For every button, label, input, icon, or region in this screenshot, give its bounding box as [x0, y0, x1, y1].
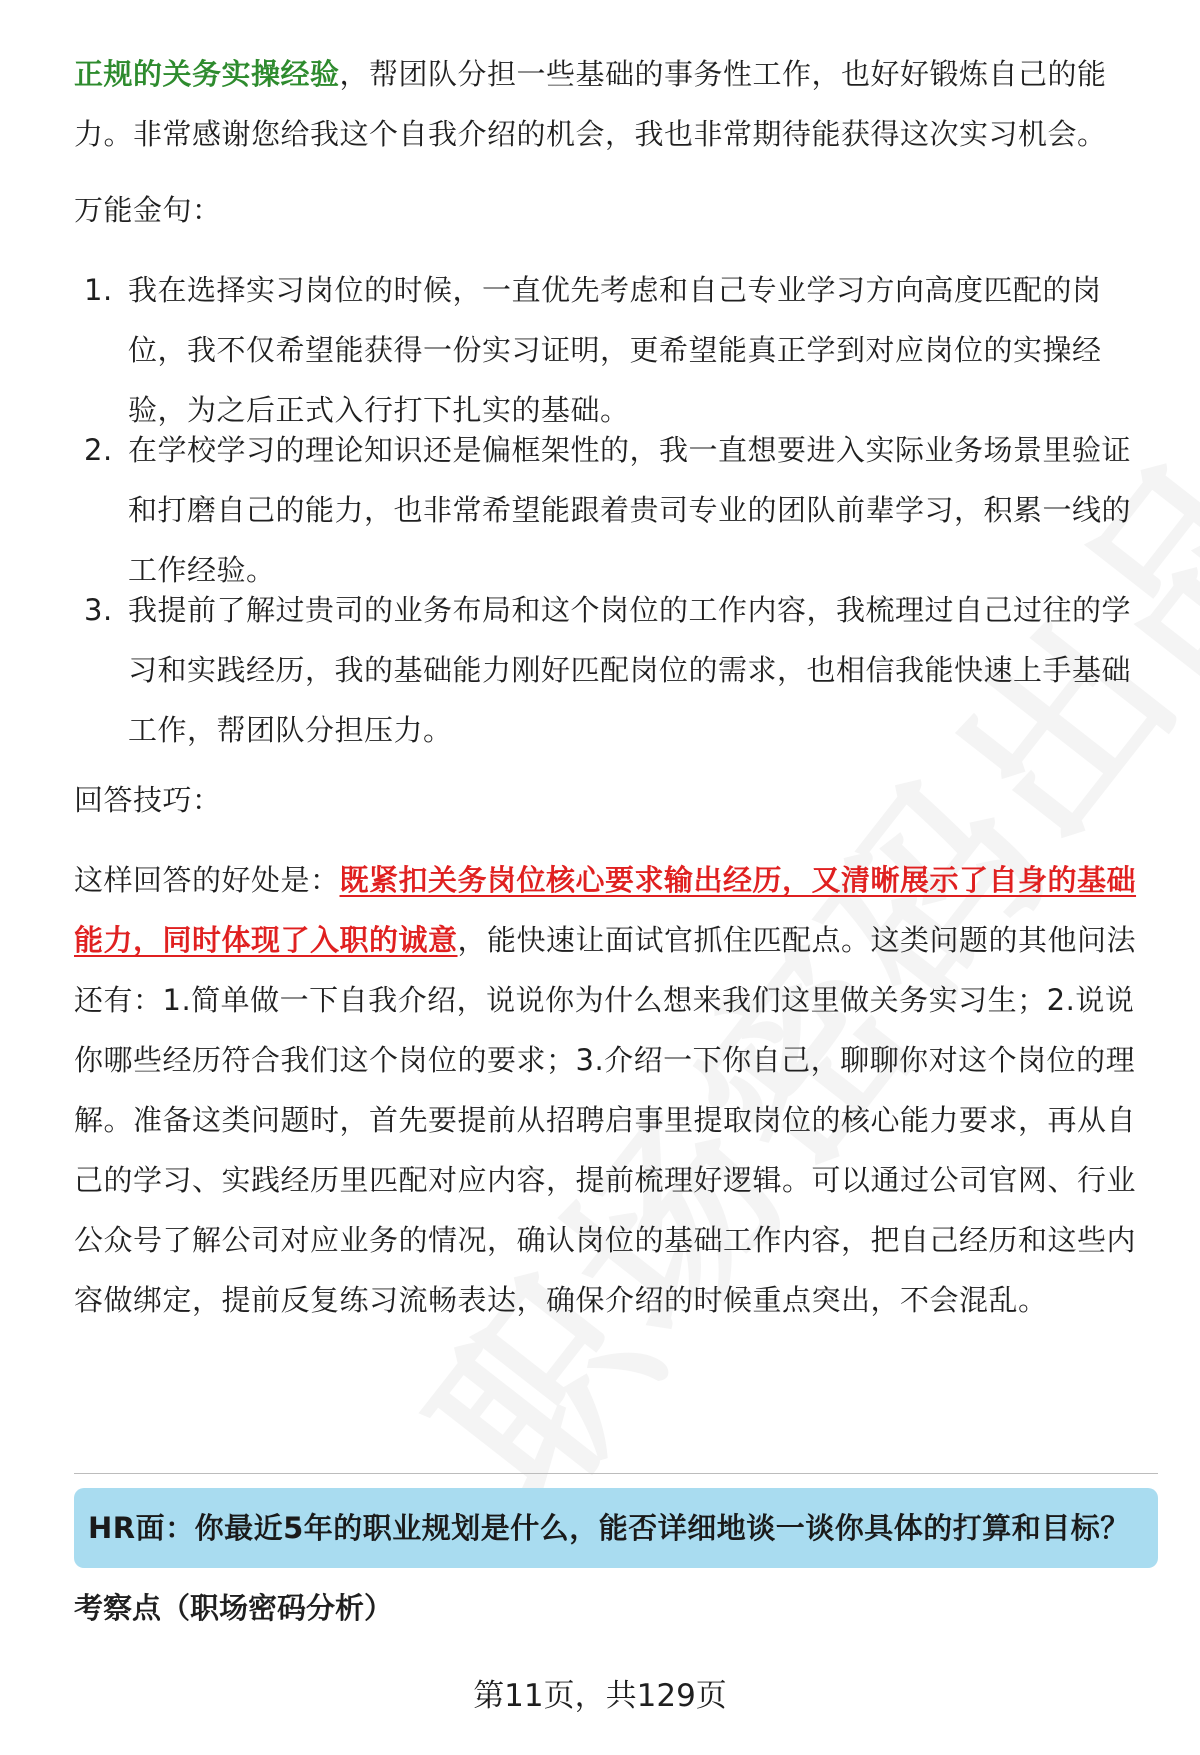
tips-heading: 回答技巧：: [74, 783, 222, 817]
tips-lead: 这样回答的好处是：: [74, 863, 340, 897]
intro-highlight: 正规的关务实操经验: [74, 57, 340, 91]
golden-heading: 万能金句：: [74, 193, 222, 227]
list-number: 2.: [84, 433, 113, 467]
list-text: 在学校学习的理论知识还是偏框架性的，我一直想要进入实际业务场景里验证和打磨自己的能力，也非常希望能跟着贵司专业的团队前辈学习，积累一线的工作经验。: [128, 433, 1132, 587]
subheading: 考察点（职场密码分析）: [74, 1591, 394, 1625]
list-text: 我提前了解过贵司的业务布局和这个岗位的工作内容，我梳理过自己过往的学习和实践经历，我的基础能力刚好匹配岗位的需求，也相信我能快速上手基础工作，帮团队分担压力。: [128, 593, 1132, 747]
page-number: 第11页，共129页: [473, 1678, 727, 1714]
intro-text: ，帮团队分担一些基础的事务性工作，也好好锻炼自己的能力。非常感谢您给我这个自我介绍的机会，我也非常期待能获得这次实习机会。: [74, 57, 1107, 151]
tips-text: ，能快速让面试官抓住匹配点。这类问题的其他问法还有：1.简单做一下自我介绍，说说你为什么想来我们这里做关务实习生；2.说说你哪些经历符合我们这个岗位的要求；3.介绍一下你自己，聊聊你对这个岗位的理解。准备这类问题时，首先要提前从招聘启事里提取岗位的核心能力要求，再从自己的学习、实践经历里匹配对应内容，提前梳理好逻辑。可以通过公司官网、行业公众号了解公司对应业务的情况，确认岗位的基础工作内容，把自己经历和这些内容做绑定，提前反复练习流畅表达，确保介绍的时候重点突出，不会混乱。: [74, 923, 1137, 1317]
question-text: HR面：你最近5年的职业规划是什么，能否详细地谈一谈你具体的打算和目标？: [88, 1511, 1130, 1545]
tips-paragraph: [74, 850, 1148, 1330]
section-divider: [74, 1473, 1158, 1474]
list-number: 1.: [84, 273, 113, 307]
question-banner: [74, 1488, 1158, 1568]
list-number: 3.: [84, 593, 113, 627]
list-text: 我在选择实习岗位的时候，一直优先考虑和自己专业学习方向高度匹配的岗位，我不仅希望能获得一份实习证明，更希望能真正学到对应岗位的实操经验，为之后正式入行打下扎实的基础。: [128, 273, 1102, 427]
tips-highlight: 既紧扣关务岗位核心要求输出经历，又清晰展示了自身的基础能力，同时体现了入职的诚意: [74, 863, 1137, 957]
intro-paragraph: [74, 44, 1148, 164]
